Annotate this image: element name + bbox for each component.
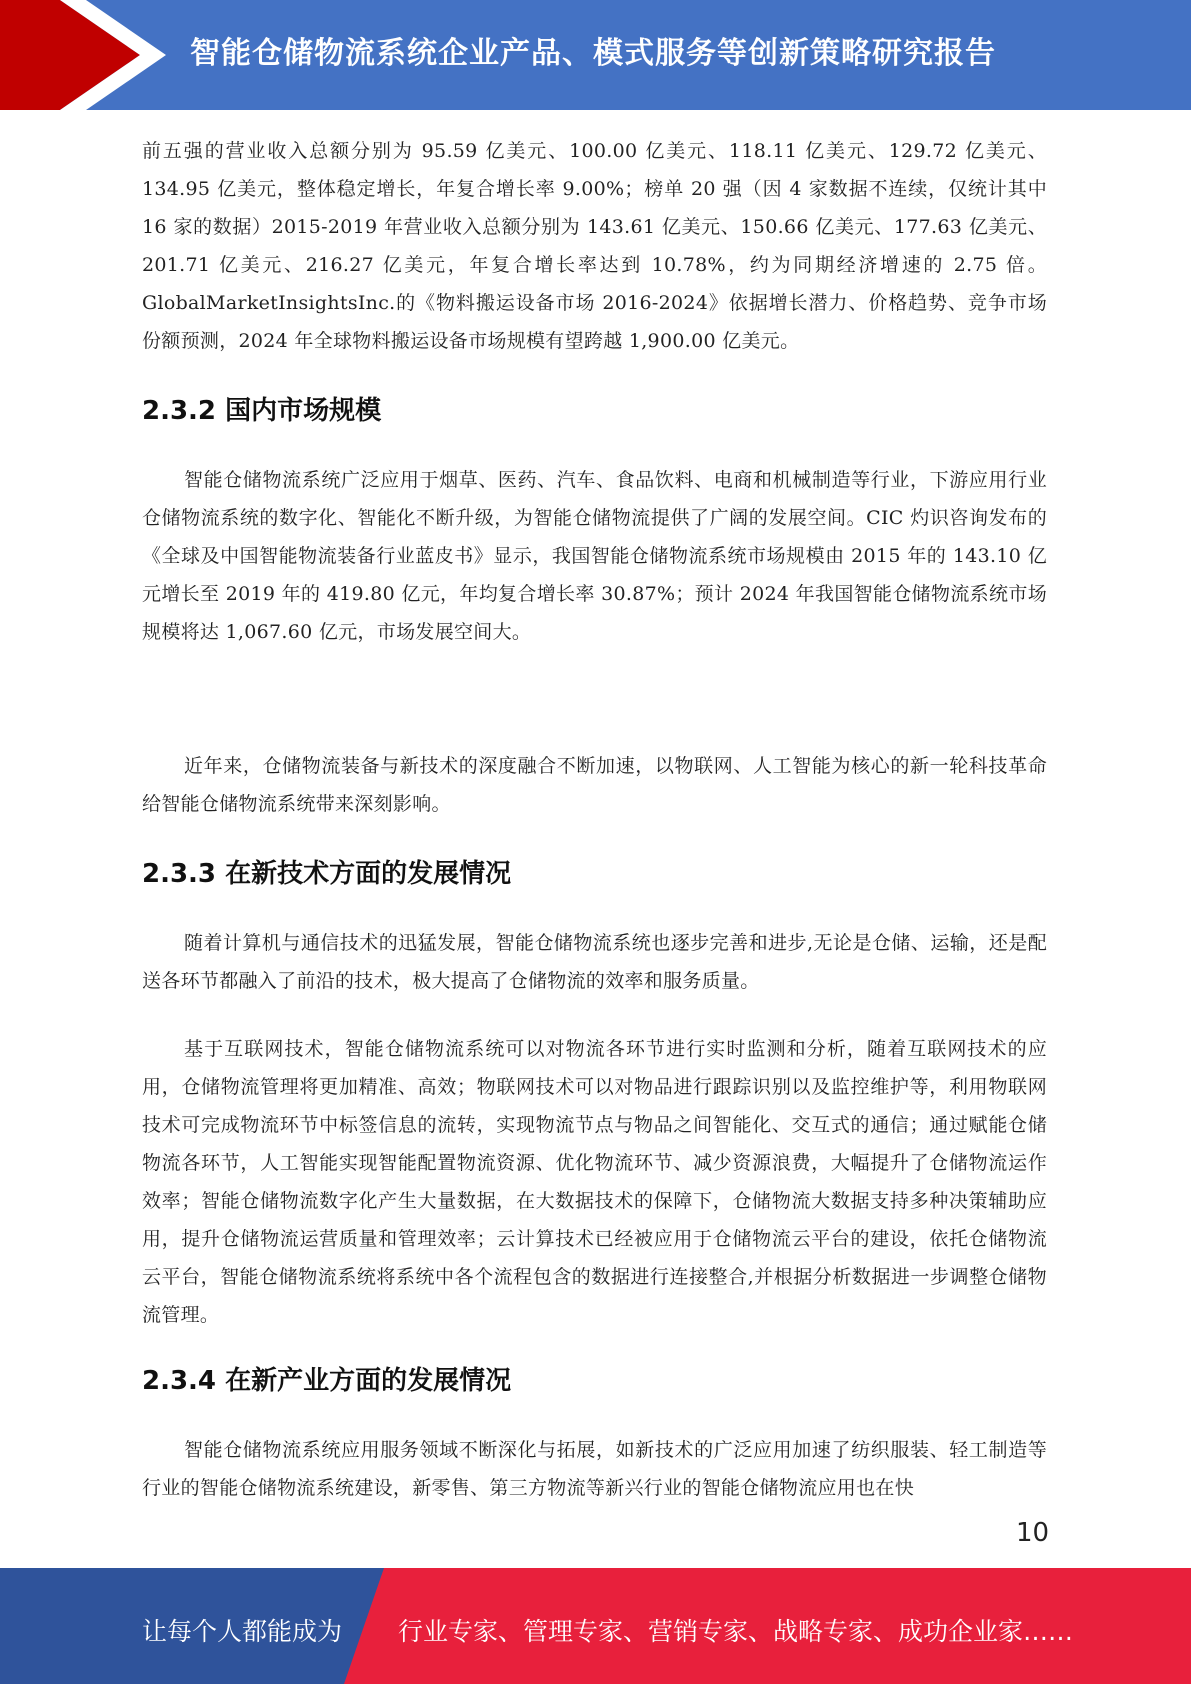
header-title: 智能仓储物流系统企业产品、模式服务等创新策略研究报告 [190,36,996,71]
paragraph-internet-technology: 基于互联网技术，智能仓储物流系统可以对物流各环节进行实时监测和分析，随着互联网技术的应用，仓储物流管理将更加精准、高效；物联网技术可以对物品进行跟踪识别以及监控维护等，利用物联网技术可完成物流环节中标签信息的流转，实现物流节点与物品之间智能化、交互式的通信；通过赋能仓储物流各环节，人工智能实现智能配置物流资源、优化物流环节、减少资源浪费，大幅提升了仓储物流运作效率；智能仓储物流数字化产生大量数据，在大数据技术的保障下，仓储物流大数据支持多种决策辅助应用，提升仓储物流运营质量和管理效率；云计算技术已经被应用于仓储物流云平台的建设，依托仓储物流云平台，智能仓储物流系统将系统中各个流程包含的数据进行连接整合,并根据分析数据进一步调整仓储物流管理。 [142,1038,1047,1326]
section-heading-new-technology: 2.3.3 在新技术方面的发展情况 [142,859,512,889]
section-heading-domestic-market: 2.3.2 国内市场规模 [142,396,382,426]
page-footer [0,1568,1191,1684]
page-number: 10 [1016,1518,1050,1548]
footer-slogan-left: 让每个人都能成为 [142,1617,343,1646]
paragraph-global-revenue: 前五强的营业收入总额分别为 95.59 亿美元、100.00 亿美元、118.11 亿美元、129.72 亿美元、134.95 亿美元，整体稳定增长，年复合增长率 9.00%；榜单 20 强（因 4 家数据不连续，仅统计其中 16 家的数据）2015-2019 年营业收入总额分别为 143.61 亿美元、150.66 亿美元、177.63 亿美元、201.71 亿美元、216.27 亿美元，年复合增长率达到 10.78%，约为同期经济增速的 2.75 倍。GlobalMarketInsightsInc.的《物料搬运设备市场 2016-2024》依据增长潜力、价格趋势、竞争市场份额预测，2024 年全球物料搬运设备市场规模有望跨越 1,900.00 亿美元。 [142,140,1047,352]
paragraph-computer-communication: 随着计算机与通信技术的迅猛发展，智能仓储物流系统也逐步完善和进步,无论是仓储、运输，还是配送各环节都融入了前沿的技术，极大提高了仓储物流的效率和服务质量。 [142,932,1047,992]
section-heading-new-industry: 2.3.4 在新产业方面的发展情况 [142,1366,512,1396]
paragraph-domestic-market: 智能仓储物流系统广泛应用于烟草、医药、汽车、食品饮料、电商和机械制造等行业，下游应用行业仓储物流系统的数字化、智能化不断升级，为智能仓储物流提供了广阔的发展空间。CIC 灼识咨询发布的《全球及中国智能物流装备行业蓝皮书》显示，我国智能仓储物流系统市场规模由 2015 年的 143.10 亿元增长至 2019 年的 419.80 亿元，年均复合增长率 30.87%；预计 2024 年我国智能仓储物流系统市场规模将达 1,067.60 亿元，市场发展空间大。 [142,469,1047,643]
document-body [142,132,1047,1507]
page-header [0,0,1191,110]
footer-slogan-right: 行业专家、管理专家、营销专家、战略专家、成功企业家…… [398,1617,1074,1646]
paragraph-tech-integration: 近年来，仓储物流装备与新技术的深度融合不断加速，以物联网、人工智能为核心的新一轮科技革命给智能仓储物流系统带来深刻影响。 [142,755,1047,815]
paragraph-new-industry: 智能仓储物流系统应用服务领域不断深化与拓展，如新技术的广泛应用加速了纺织服装、轻工制造等行业的智能仓储物流系统建设，新零售、第三方物流等新兴行业的智能仓储物流应用也在快 [142,1439,1047,1499]
